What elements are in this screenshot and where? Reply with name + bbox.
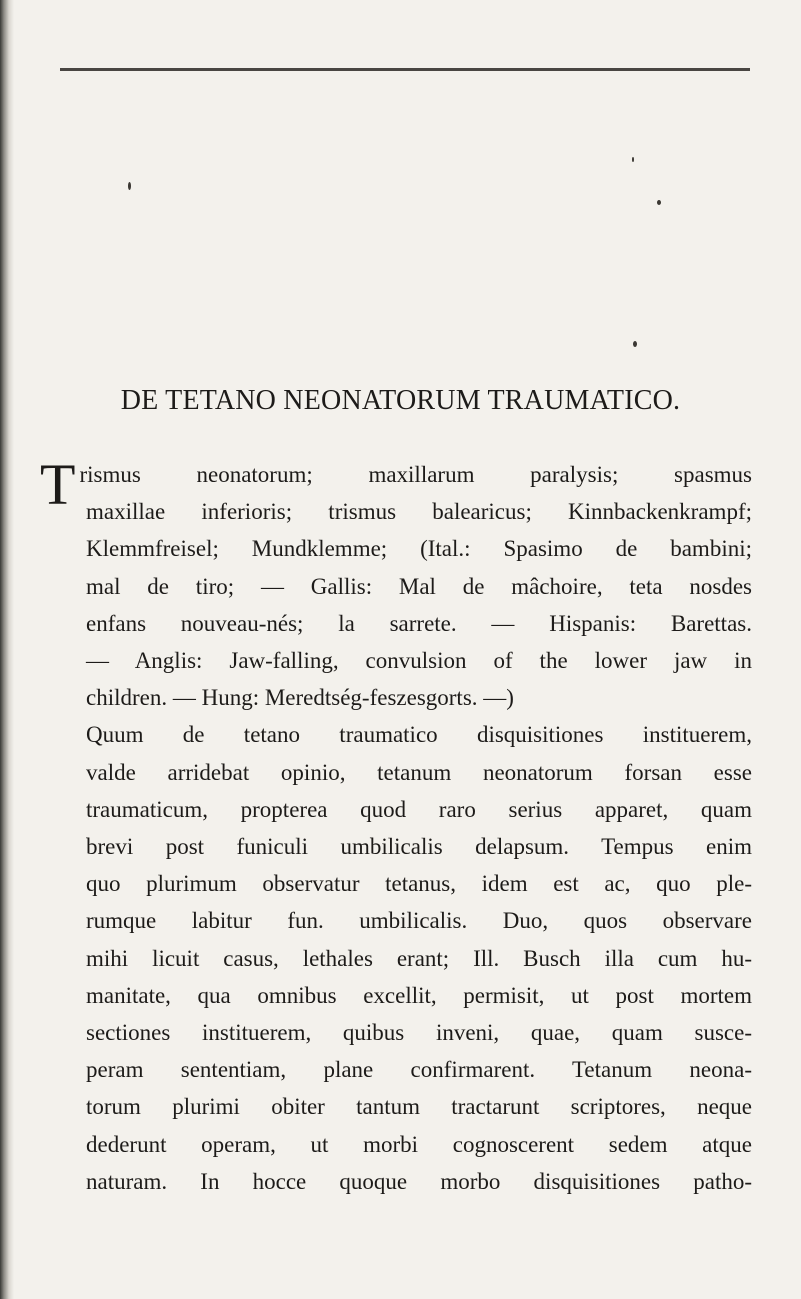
page-heading: DE TETANO NEONATORUM TRAUMATICO. (120, 385, 681, 416)
text-line: rismus neonatorum; maxillarum paralysis; spasmus (79, 462, 752, 487)
paper-speck (657, 200, 661, 205)
text-line: Quum de tetano traumatico disquisitiones instituerem, (86, 722, 752, 748)
text-line: traumaticum, propterea quod raro serius apparet, quam (86, 796, 752, 822)
text-line: Klemmfreisel; Mundklemme; (Ital.: Spasimo de bambini; (86, 536, 752, 562)
text-line: enfans nouveau-nés; la sarrete. — Hispanis: Barettas. (86, 610, 752, 636)
body-text (40, 452, 752, 1200)
text-line: naturam. In hocce quoque morbo disquisitiones patho- (86, 1168, 752, 1194)
text-line: quo plurimum observatur tetanus, idem est ac, quo ple- (86, 871, 752, 897)
top-rule (60, 68, 750, 71)
text-line: brevi post funiculi umbilicalis delapsum. Tempus enim (86, 834, 752, 860)
paper-speck (128, 182, 131, 190)
text-line: dederunt operam, ut morbi cognoscerent sedem atque (86, 1131, 752, 1157)
text-line: valde arridebat opinio, tetanum neonatorum forsan esse (86, 759, 752, 785)
text-line: mihi licuit casus, lethales erant; Ill. Busch illa cum hu- (86, 945, 752, 971)
text-line: maxillae inferioris; trismus balearicus; Kinnbackenkrampf; (86, 499, 752, 525)
text-line: sectiones instituerem, quibus inveni, quae, quam susce- (86, 1020, 752, 1046)
drop-cap: T (40, 452, 76, 517)
paper-speck (632, 157, 634, 162)
text-line: manitate, qua omnibus excellit, permisit, ut post mortem (86, 982, 752, 1008)
text-line: torum plurimi obiter tantum tractarunt scriptores, neque (86, 1094, 752, 1120)
text-line: mal de tiro; — Gallis: Mal de mâchoire, teta nosdes (86, 573, 752, 599)
text-line: — Anglis: Jaw-falling, convulsion of the lower jaw in (86, 648, 752, 674)
page-binding-edge (0, 0, 14, 1299)
paper-speck (633, 341, 637, 347)
text-line: children. — Hung: Meredtség-feszesgorts. —) (86, 685, 514, 711)
text-line: rumque labitur fun. umbilicalis. Duo, quos observare (86, 908, 752, 934)
text-line: peram sententiam, plane confirmarent. Tetanum neona- (86, 1057, 752, 1083)
